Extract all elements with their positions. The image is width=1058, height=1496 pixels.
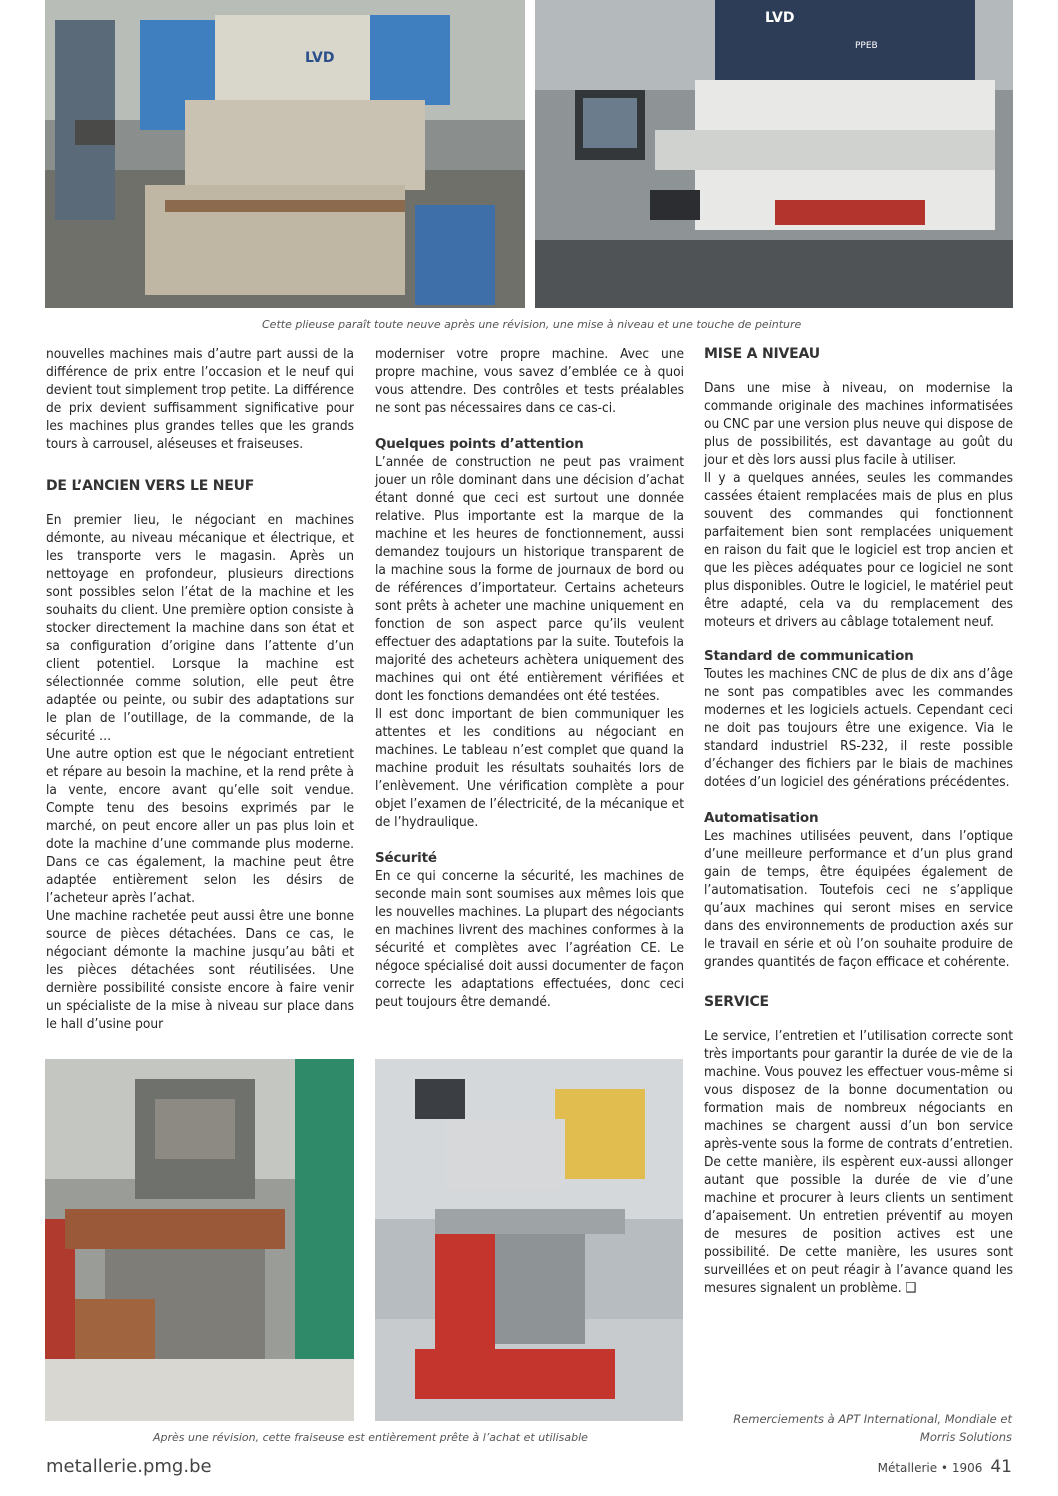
col2-paragraph-4: En ce qui concerne la sécurité, les machines de seconde main sont soumises aux mêmes lois que les nouvelles machines. La plupart des négociants en machines livrent des machines conformes à la sécurité et complètes avec l’agréation CE. Le négoce spécialisé doit aussi documenter de façon correcte les adaptations effectuées, donc ceci peut toujours être demandé.: [375, 868, 684, 1010]
ppeb-label: PPEB: [855, 41, 878, 51]
lvd-logo-right: LVD: [765, 10, 795, 26]
footer-issue: Métallerie • 1906: [877, 1461, 983, 1475]
col2-paragraph-3: Il est donc important de bien communiquer les attentes et les conditions au négociant en machines. Le tableau n’est complet que quand la machine produit les résultats souhaités lors de l’enlèvement. Une vérification complète a pour objet l’examen de l’électricité, de la mécanique et de l’hydraulique.: [375, 706, 684, 830]
column-2: [375, 345, 684, 1011]
photo-refurbished-milling-machine: [375, 1059, 683, 1421]
heading-points-attention: Quelques points d’attention: [375, 436, 584, 452]
page-number: 41: [990, 1457, 1012, 1477]
col3-paragraph-5: Le service, l’entretien et l’utilisation correcte sont très importants pour garantir la durée de vie de la machine. Vous pouvez les effectuer vous-même si vous disposez de la bonne documentation ou formation mais de nombreux négociants en machines se chargent aussi d’un bon service après-vente sous la forme de contrats d’entretien. De cette manière, ils espèrent eux-aussi allonger autant que possible la durée de vie d’une machine et procurer à leurs clients un sentiment d’apaisement. Un entretien préventif au moyen de mesures de position actives est une possibilité. De cette manière, les usures sont surveillées et on peut réagir à l’avance quand les mesures signalent un problème. ❑: [704, 1028, 1013, 1296]
photo-new-press-brake: [535, 0, 1013, 308]
col3-paragraph-4: Les machines utilisées peuvent, dans l’optique d’une meilleure performance et d’un plus grand gain de temps, être équipées également de l’automatisation. Toutefois ceci ne s’applique qu’aux machines qui seront mises en service dans des environnements de production axés sur le travail en série et où l’on souhaite produire de grandes quantités de façon efficace et cohérente.: [704, 828, 1013, 970]
credits: Remerciements à APT International, Mondiale et Morris Solutions: [733, 1412, 1012, 1444]
col2-paragraph-2: L’année de construction ne peut pas vraiment jouer un rôle dominant dans une décision d’achat étant donné que ceci est surtout une donnée relative. Plus importante est la marque de la machine et les heures de fonctionnement, aussi demandez toujours un historique transparent de la machine sous la forme de journaux de bord ou de références d’importateur. Certains acheteurs sont prêts à acheter une machine uniquement en fonction de son aspect parce qu’ils veulent effectuer des adaptations par la suite. Toutefois la majorité des acheteurs achètera uniquement des machines qui ont été entièrement vérifiées et dont les fonctions demandées ont été testées.: [375, 454, 684, 704]
col1-paragraph-1: nouvelles machines mais d’autre part aussi de la différence de prix entre l’occasion et le neuf qui devient tout simplement trop petite. La différence de prix devient suffisamment significative pour les machines plus grandes telles que les grands tours à carrousel, aléseuses et fraiseuses.: [46, 346, 354, 452]
column-1: [46, 345, 354, 1033]
col1-paragraph-2: En premier lieu, le négociant en machines démonte, au niveau mécanique et électrique, et les transporte vers le magasin. Après un nettoyage en profondeur, plusieurs directions sont possibles selon l’état de la machine et les souhaits du client. Une première option consiste à stocker directement la machine dans son état et sa configuration d’origine dans l’attente d’un client potentiel. Lorsque la machine est sélectionnée comme solution, elle peut être adaptée ou peinte, ou subir des adaptations sur le plan de l’outillage, de la commande, de la sécurité …: [46, 512, 354, 744]
heading-service: SERVICE: [704, 994, 769, 1010]
heading-standard-communication: Standard de communication: [704, 648, 914, 664]
footer-magazine: [878, 1457, 1012, 1477]
footer-url[interactable]: metallerie.pmg.be: [46, 1456, 212, 1477]
photo-used-milling-machine: [45, 1059, 354, 1421]
col3-paragraph-2: Il y a quelques années, seules les commandes cassées étaient remplacées mais de plus en plus souvent des commandes qui fonctionnent parfaitement bien sont remplacées uniquement en raison du fait que le logiciel est trop ancien et que les pièces adéquates pour ce logiciel ne sont plus disponibles. Outre le logiciel, le matériel peut être adapté, cela va du remplacement des moteurs et drivers au câblage totalement neuf.: [704, 470, 1013, 630]
col1-paragraph-3: Une autre option est que le négociant entretient et répare au besoin la machine, et la rend prête à la vente, encore avant qu’elle soit vendue. Compte tenu des besoins exprimés par le marché, on peut encore aller un pas plus loin et dote la machine d’une commande plus moderne. Dans ce cas également, la machine peut être adaptée entièrement selon les désirs de l’acheteur après l’achat.: [46, 746, 354, 906]
col2-paragraph-1: moderniser votre propre machine. Avec une propre machine, vous savez d’emblée ce à quoi vous attendre. Des contrôles et tests préalables ne sont pas nécessaires dans ce cas-ci.: [375, 346, 684, 416]
lvd-logo-left: LVD: [305, 50, 335, 66]
bottom-photo-caption: Après une révision, cette fraiseuse est entièrement prête à l’achat et utilisable: [153, 1431, 588, 1444]
top-photo-caption: Cette plieuse paraît toute neuve après une révision, une mise à niveau et une touche de peinture: [262, 318, 802, 331]
heading-ancien-vers-neuf: DE L’ANCIEN VERS LE NEUF: [46, 478, 255, 494]
col1-paragraph-4: Une machine rachetée peut aussi être une bonne source de pièces détachées. Dans ce cas, le négociant démonte la machine jusqu’au bâti et les pièces détachées sont réutilisées. Une dernière possibilité consiste encore à faire venir un spécialiste de la mise à niveau sur place dans le hall d’usine pour: [46, 908, 354, 1032]
photo-used-press-brake: [45, 0, 525, 308]
col3-paragraph-1: Dans une mise à niveau, on modernise la commande originale des machines informatisées ou CNC par une version plus neuve qui dispose de plus de possibilités, est davantage au goût du jour et dès lors aussi plus facile à utiliser.: [704, 380, 1013, 468]
column-3: [704, 345, 1013, 1297]
heading-securite: Sécurité: [375, 850, 437, 866]
heading-automatisation: Automatisation: [704, 810, 819, 826]
col3-paragraph-3: Toutes les machines CNC de plus de dix ans d’âge ne sont pas compatibles avec les commandes modernes et les logiciels actuels. Cependant ceci ne doit pas toujours être une exigence. Via le standard industriel RS-232, il reste possible d’échanger des fichiers par le biais de machines dotées d’un logiciel des générations précédentes.: [704, 666, 1013, 790]
heading-mise-a-niveau: MISE A NIVEAU: [704, 346, 820, 362]
